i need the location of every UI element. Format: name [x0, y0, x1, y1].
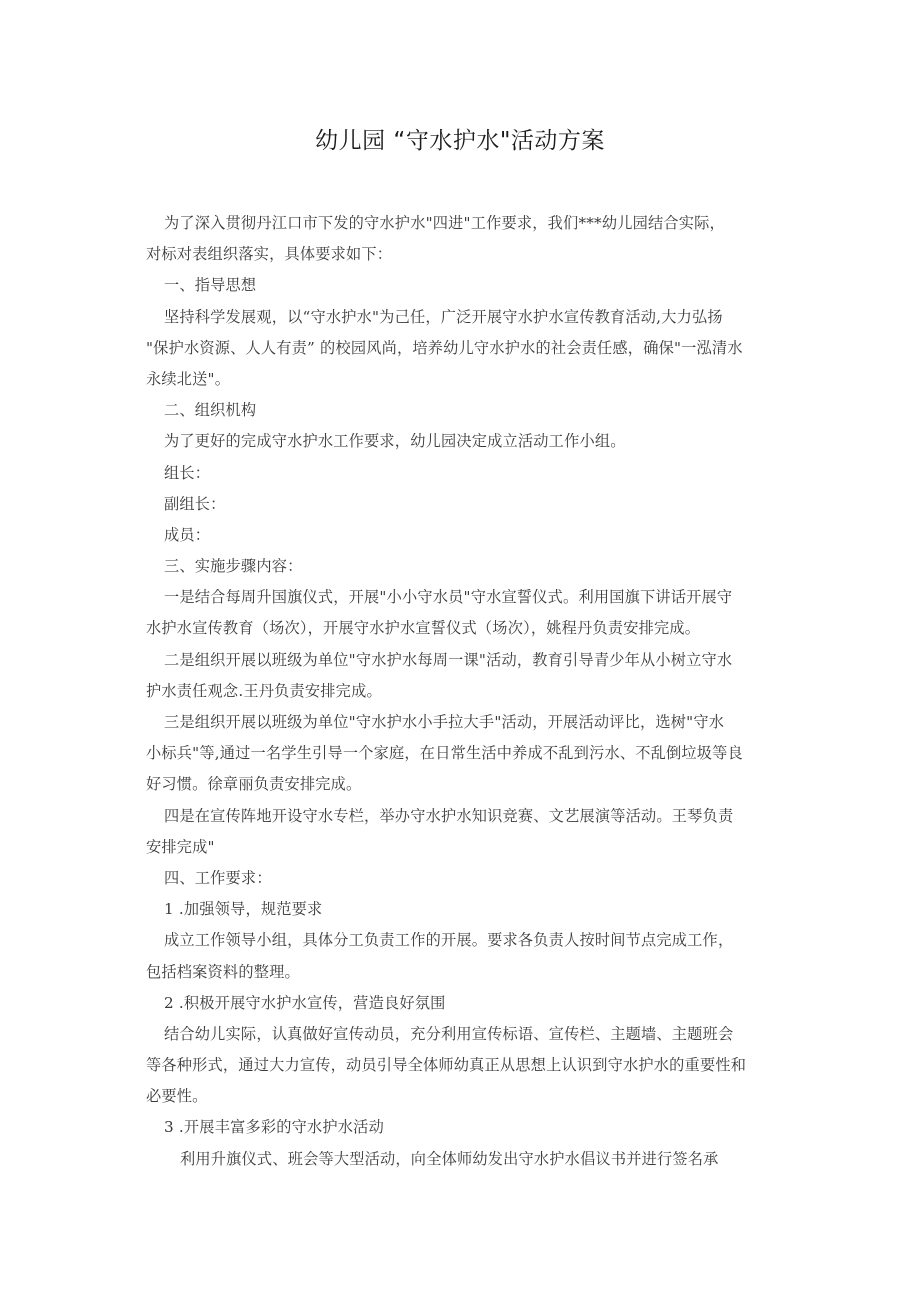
paragraph-line: 好习惯。徐章丽负责安排完成。 — [146, 775, 362, 794]
paragraph-line: 四是在宣传阵地开设守水专栏，举办守水护水知识竞赛、文艺展演等活动。王琴负责 — [164, 806, 734, 825]
paragraph-line: 小标兵"等,通过一名学生引导一个家庭，在日常生活中养成不乱到污水、不乱倒垃圾等良 — [146, 744, 743, 763]
paragraph-line: "保护水资源、人人有责” 的校园风尚，培养幼儿守水护水的社会责任感，确保"一泓清水 — [146, 338, 743, 357]
group-leader-label: 组长： — [164, 463, 211, 482]
members-label: 成员： — [164, 525, 211, 544]
subheading-2: 2 .积极开展守水护水宣传，营造良好氛围 — [164, 993, 446, 1012]
deputy-leader-label: 副组长： — [164, 494, 226, 513]
paragraph-line: 一是结合每周升国旗仪式，开展"小小守水员"守水宣誓仪式。利用国旗下讲话开展守 — [164, 588, 733, 607]
section-heading-guiding-thought: 一、指导思想 — [164, 276, 257, 295]
section-heading-implementation: 三、实施步骤内容： — [164, 557, 303, 576]
paragraph-line: 永续北送"。 — [146, 369, 231, 388]
paragraph-line: 三是组织开展以班级为单位"守水护水小手拉大手"活动，开展活动评比，选树"守水 — [164, 713, 725, 731]
paragraph-line: 为了更好的完成守水护水工作要求，幼儿园决定成立活动工作小组。 — [164, 432, 626, 451]
document-title: 幼儿园 “守水护水"活动方案 — [315, 128, 605, 154]
paragraph-line: 必要性。 — [146, 1087, 208, 1106]
paragraph-line: 坚持科学发展观，以“守水护水"为己任，广泛开展守水护水宣传教育活动,大力弘扬 — [164, 307, 723, 326]
subheading-3: 3 .开展丰富多彩的守水护水活动 — [164, 1118, 384, 1137]
document-body — [146, 208, 796, 1175]
paragraph-line: 护水责任观念.王丹负责安排完成。 — [146, 681, 382, 700]
paragraph-line: 利用升旗仪式、班会等大型活动，向全体师幼发出守水护水倡议书并进行签名承 — [180, 1149, 719, 1168]
paragraph-line: 包括档案资料的整理。 — [146, 962, 300, 981]
paragraph-line: 水护水宣传教育（场次），开展守水护水宣誓仪式（场次），姚程丹负责安排完成。 — [146, 619, 701, 638]
paragraph-line: 安排完成" — [146, 837, 215, 856]
section-heading-organization: 二、组织机构 — [164, 401, 257, 420]
section-heading-requirements: 四、工作要求： — [164, 868, 272, 887]
paragraph-line: 对标对表组织落实，具体要求如下： — [146, 245, 393, 264]
paragraph-line: 结合幼儿实际，认真做好宣传动员，充分利用宣传标语、宣传栏、主题墙、主题班会 — [164, 1024, 734, 1043]
subheading-1: 1 .加强领导，规范要求 — [164, 900, 323, 919]
paragraph-line: 为了深入贯彻丹江口市下发的守水护水"四进"工作要求，我们***幼儿园结合实际， — [164, 214, 725, 232]
paragraph-line: 等各种形式，通过大力宣传，动员引导全体师幼真正从思想上认识到守水护水的重要性和 — [146, 1056, 747, 1075]
paragraph-line: 成立工作领导小组，具体分工负责工作的开展。要求各负责人按时间节点完成工作， — [164, 931, 734, 950]
paragraph-line: 二是组织开展以班级为单位"守水护水每周一课"活动，教育引导青少年从小树立守水 — [164, 650, 733, 669]
